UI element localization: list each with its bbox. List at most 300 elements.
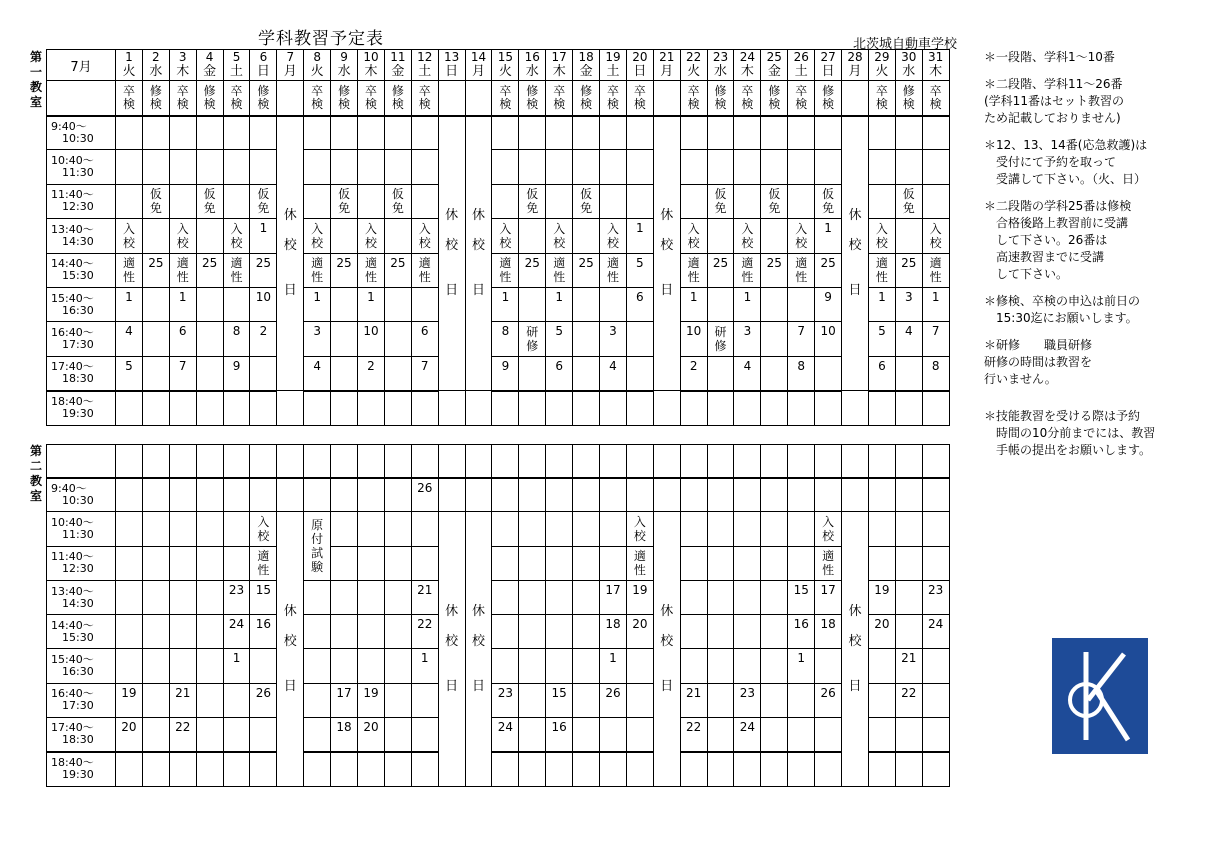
lesson-cell [384,615,411,649]
lesson-cell [626,478,653,512]
lesson-cell [411,150,438,184]
lesson-cell [707,512,734,546]
lesson-cell [573,718,600,752]
exam-mark: 卒 検 [358,81,385,116]
holiday-closed-cell: 休 校 日 [465,116,492,391]
header-blank-cell [331,445,358,478]
month-label: 7月 [47,50,116,81]
lesson-cell [438,478,465,512]
lesson-cell: 26 [815,683,842,717]
lesson-cell [815,752,842,786]
lesson-cell: 入 校 [546,219,573,253]
lesson-cell [304,184,331,218]
lesson-cell [411,683,438,717]
lesson-cell [384,219,411,253]
lesson-cell [868,150,895,184]
lesson-cell: 25 [196,253,223,287]
lesson-cell: 入 校 [815,512,842,546]
lesson-cell [761,478,788,512]
lesson-cell: 18 [331,718,358,752]
lesson-cell [169,391,196,425]
lesson-cell: 25 [519,253,546,287]
lesson-cell [465,478,492,512]
lesson-cell [358,150,385,184]
lesson-cell [358,512,385,546]
exam-mark: 修 検 [331,81,358,116]
lesson-cell [411,287,438,321]
lesson-cell: 5 [546,322,573,356]
lesson-cell [196,219,223,253]
lesson-cell [196,580,223,614]
lesson-cell [707,356,734,390]
lesson-cell [223,184,250,218]
lesson-cell: 6 [411,322,438,356]
lesson-cell [411,546,438,580]
lesson-cell [895,116,922,150]
day-number: 14 [465,50,492,64]
lesson-cell [358,546,385,580]
lesson-cell [626,752,653,786]
k-logo-icon [1052,638,1148,754]
time-slot-label: 14:40～ 15:30 [47,253,116,287]
lesson-cell [546,391,573,425]
page-title: 学科教習予定表 [258,29,384,49]
day-number: 28 [842,50,869,64]
lesson-cell [546,184,573,218]
exam-mark: 修 検 [761,81,788,116]
lesson-cell [331,546,358,580]
lesson-cell: 入 校 [600,219,627,253]
lesson-cell: 15 [546,683,573,717]
lesson-cell: 入 校 [922,219,949,253]
lesson-cell [922,391,949,425]
lesson-cell [519,150,546,184]
lesson-cell [411,116,438,150]
time-slot-label: 18:40～ 19:30 [47,752,116,786]
lesson-cell [788,478,815,512]
lesson-cell [196,478,223,512]
lesson-cell: 22 [169,718,196,752]
lesson-cell [250,649,277,683]
lesson-cell: 10 [358,322,385,356]
lesson-cell [384,718,411,752]
lesson-cell [169,615,196,649]
lesson-cell: 9 [223,356,250,390]
lesson-cell [331,287,358,321]
exam-mark: 修 検 [142,81,169,116]
lesson-cell: 適 性 [868,253,895,287]
lesson-cell: 8 [223,322,250,356]
lesson-cell [868,752,895,786]
header-blank-cell [895,445,922,478]
lesson-cell [169,184,196,218]
lesson-cell [438,391,465,425]
lesson-cell: 26 [411,478,438,512]
time-slot-label: 9:40～ 10:30 [47,478,116,512]
lesson-cell [573,287,600,321]
time-slot-label: 15:40～ 16:30 [47,649,116,683]
lesson-cell [546,512,573,546]
lesson-cell: 24 [492,718,519,752]
lesson-cell [761,512,788,546]
lesson-cell [384,116,411,150]
lesson-cell: 7 [788,322,815,356]
lesson-cell [384,478,411,512]
lesson-cell: 26 [600,683,627,717]
lesson-cell [868,512,895,546]
header-blank-cell [384,445,411,478]
holiday-closed-cell: 休 校 日 [277,116,304,391]
holiday-closed-cell: 休 校 日 [653,116,680,391]
lesson-cell [358,478,385,512]
lesson-cell [868,718,895,752]
day-number: 8 [304,50,331,64]
header-blank-cell [47,81,116,116]
lesson-cell [707,752,734,786]
lesson-cell [304,752,331,786]
lesson-cell [250,356,277,390]
lesson-cell: 1 [788,649,815,683]
day-number: 31 [922,50,949,64]
lesson-cell [788,150,815,184]
lesson-cell [626,322,653,356]
lesson-cell: 25 [815,253,842,287]
schedule-table-room1 [46,49,950,426]
lesson-cell [707,718,734,752]
lesson-cell [196,150,223,184]
header-blank-cell [653,445,680,478]
lesson-cell [384,580,411,614]
exam-mark: 卒 検 [304,81,331,116]
lesson-cell [868,683,895,717]
lesson-cell: 仮 免 [895,184,922,218]
lesson-cell [680,546,707,580]
lesson-cell [358,580,385,614]
lesson-cell: 25 [895,253,922,287]
lesson-cell [546,615,573,649]
lesson-cell [169,649,196,683]
day-number: 17 [546,50,573,64]
note-item: ＊二段階、学科11～26番 (学科11番はセット教習の ため記載しておりません) [984,77,1124,125]
lesson-cell: 17 [331,683,358,717]
weekday-label: 木 [734,64,761,81]
note-item: ＊12、13、14番(応急救護)は 受付にて予約を取って 受講して下さい。（火、日） [984,138,1148,186]
exam-mark [438,81,465,116]
lesson-cell [734,580,761,614]
lesson-cell: 入 校 [788,219,815,253]
lesson-cell [196,546,223,580]
lesson-cell [761,287,788,321]
lesson-cell [384,356,411,390]
lesson-cell [761,752,788,786]
exam-mark [465,81,492,116]
lesson-cell: 5 [868,322,895,356]
lesson-cell [680,649,707,683]
header-blank-cell [922,445,949,478]
lesson-cell [680,580,707,614]
lesson-cell [788,184,815,218]
lesson-cell [734,184,761,218]
exam-mark [842,81,869,116]
weekday-label: 金 [573,64,600,81]
lesson-cell [358,752,385,786]
lesson-cell [384,649,411,683]
lesson-cell [734,649,761,683]
lesson-cell [519,683,546,717]
lesson-cell [788,683,815,717]
exam-mark: 修 検 [519,81,546,116]
lesson-cell [411,184,438,218]
lesson-cell [680,391,707,425]
lesson-cell [384,683,411,717]
lesson-cell [169,752,196,786]
lesson-cell [707,580,734,614]
lesson-cell [142,512,169,546]
weekday-label: 水 [519,64,546,81]
lesson-cell: 4 [600,356,627,390]
lesson-cell [788,546,815,580]
lesson-cell [196,287,223,321]
section-label-room2: 第 二 教 室 [29,444,42,503]
lesson-cell: 仮 免 [250,184,277,218]
lesson-cell [761,683,788,717]
holiday-closed-cell: 休 校 日 [465,512,492,786]
day-number: 5 [223,50,250,64]
lesson-cell [223,150,250,184]
header-blank-cell [196,445,223,478]
lesson-cell [331,116,358,150]
time-slot-label: 15:40～ 16:30 [47,287,116,321]
day-number: 2 [142,50,169,64]
header-blank-cell [438,445,465,478]
lesson-cell: 21 [169,683,196,717]
lesson-cell: 9 [815,287,842,321]
lesson-cell: 適 性 [223,253,250,287]
lesson-cell: 22 [895,683,922,717]
holiday-closed-cell: 休 校 日 [842,512,869,786]
lesson-cell [519,752,546,786]
lesson-cell: 1 [358,287,385,321]
day-number: 19 [600,50,627,64]
lesson-cell [895,546,922,580]
lesson-cell [573,116,600,150]
lesson-cell [922,718,949,752]
header-blank-cell [250,445,277,478]
lesson-cell [223,683,250,717]
lesson-cell [788,512,815,546]
lesson-cell [492,150,519,184]
header-blank-cell [411,445,438,478]
lesson-cell [573,546,600,580]
day-number: 30 [895,50,922,64]
lesson-cell: 19 [868,580,895,614]
lesson-cell: 20 [868,615,895,649]
exam-mark: 卒 検 [169,81,196,116]
lesson-cell [573,150,600,184]
lesson-cell [922,478,949,512]
lesson-cell [384,512,411,546]
lesson-cell: 23 [922,580,949,614]
weekday-label: 金 [196,64,223,81]
lesson-cell [142,287,169,321]
lesson-cell: 3 [895,287,922,321]
day-number: 27 [815,50,842,64]
exam-mark: 卒 検 [546,81,573,116]
lesson-cell: 入 校 [626,512,653,546]
lesson-cell [573,219,600,253]
lesson-cell [116,150,143,184]
weekday-label: 土 [411,64,438,81]
lesson-cell: 23 [492,683,519,717]
lesson-cell [142,219,169,253]
lesson-cell [142,683,169,717]
lesson-cell: 4 [116,322,143,356]
lesson-cell [331,752,358,786]
lesson-cell: 1 [169,287,196,321]
header-blank-cell [680,445,707,478]
lesson-cell [223,116,250,150]
lesson-cell [519,615,546,649]
weekday-label: 水 [707,64,734,81]
lesson-cell [707,116,734,150]
lesson-cell: 4 [895,322,922,356]
lesson-cell: 適 性 [546,253,573,287]
lesson-cell: 25 [384,253,411,287]
lesson-cell [331,478,358,512]
weekday-label: 木 [546,64,573,81]
exam-mark: 修 検 [196,81,223,116]
lesson-cell [680,150,707,184]
lesson-cell: 23 [734,683,761,717]
lesson-cell [761,580,788,614]
lesson-cell: 1 [546,287,573,321]
holiday-closed-cell: 休 校 日 [438,116,465,391]
lesson-cell [546,150,573,184]
lesson-cell [250,478,277,512]
lesson-cell [922,683,949,717]
lesson-cell: 22 [411,615,438,649]
exam-mark: 修 検 [250,81,277,116]
lesson-cell: 2 [358,356,385,390]
lesson-cell: 16 [788,615,815,649]
lesson-cell: 適 性 [788,253,815,287]
lesson-cell: 適 性 [680,253,707,287]
lesson-cell: 24 [734,718,761,752]
lesson-cell: 入 校 [680,219,707,253]
weekday-label: 日 [250,64,277,81]
lesson-cell [707,391,734,425]
lesson-cell [573,580,600,614]
exam-mark: 修 検 [895,81,922,116]
note-item: ＊二段階の学科25番は修検 合格後路上教習前に受講 して下さい。26番は 高速教習までに受講 して下さい。 [984,199,1132,281]
lesson-cell: 8 [788,356,815,390]
lesson-cell [250,718,277,752]
lesson-cell: 15 [250,580,277,614]
lesson-cell [707,478,734,512]
lesson-cell [116,184,143,218]
lesson-cell [116,546,143,580]
lesson-cell: 24 [922,615,949,649]
lesson-cell [761,649,788,683]
lesson-cell [761,219,788,253]
lesson-cell [600,391,627,425]
lesson-cell [707,219,734,253]
lesson-cell: 20 [358,718,385,752]
lesson-cell [142,150,169,184]
time-slot-label: 13:40～ 14:30 [47,219,116,253]
header-blank-cell [707,445,734,478]
lesson-cell [142,478,169,512]
lesson-cell [815,391,842,425]
lesson-cell: 25 [707,253,734,287]
lesson-cell [384,391,411,425]
day-number: 21 [653,50,680,64]
lesson-cell: 1 [680,287,707,321]
holiday-closed-cell: 休 校 日 [277,512,304,786]
lesson-cell: 適 性 [600,253,627,287]
lesson-cell [734,150,761,184]
lesson-cell: 20 [626,615,653,649]
school-name: 北茨城自動車学校 [853,37,958,52]
lesson-cell: 仮 免 [196,184,223,218]
time-slot-label: 17:40～ 18:30 [47,356,116,390]
lesson-cell [734,615,761,649]
lesson-cell [868,391,895,425]
lesson-cell: 24 [223,615,250,649]
lesson-cell [761,615,788,649]
lesson-cell [519,546,546,580]
lesson-cell: 適 性 [411,253,438,287]
lesson-cell [761,322,788,356]
lesson-cell [734,478,761,512]
weekday-label: 月 [653,64,680,81]
lesson-cell: 1 [734,287,761,321]
lesson-cell: 3 [734,322,761,356]
lesson-cell [573,356,600,390]
lesson-cell [492,184,519,218]
lesson-cell [492,615,519,649]
lesson-cell [492,391,519,425]
exam-mark [277,81,304,116]
note-item: ＊研修 職員研修 研修の時間は教習を 行いません。 [984,338,1093,386]
lesson-cell [196,512,223,546]
holiday-closed-cell: 休 校 日 [653,512,680,786]
lesson-cell: 研 修 [519,322,546,356]
lesson-cell: 21 [411,580,438,614]
lesson-cell: 仮 免 [573,184,600,218]
lesson-cell [519,718,546,752]
day-number: 3 [169,50,196,64]
header-blank-cell [761,445,788,478]
lesson-cell [169,512,196,546]
lesson-cell [788,287,815,321]
exam-mark: 卒 検 [600,81,627,116]
lesson-cell: 入 校 [734,219,761,253]
lesson-cell [358,615,385,649]
weekday-label: 水 [142,64,169,81]
lesson-cell [304,718,331,752]
lesson-cell [788,116,815,150]
lesson-cell [519,116,546,150]
lesson-cell [815,649,842,683]
lesson-cell: 1 [116,287,143,321]
time-slot-label: 11:40～ 12:30 [47,184,116,218]
lesson-cell [358,391,385,425]
lesson-cell [842,478,869,512]
notes-panel [984,49,1216,469]
weekday-label: 日 [815,64,842,81]
lesson-cell [223,752,250,786]
